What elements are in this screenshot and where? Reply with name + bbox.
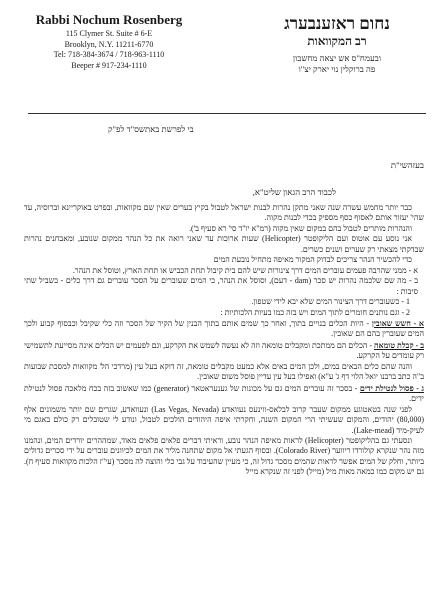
section-netilas-label: ג - פסול לנטילת ידים (359, 383, 424, 393)
section-tumah-continued: והנה שהם כלים הבאים במים, ולכן המים באים אלא כמעט מקבלים טומאה, זה דוקא בעל עין (מרדכי הל' מקוואות למסכת שבועות ב"ה כתב ברבנו יואל הלוי דף ג' ע"א) ואפילו בעל עין עדיין פוסל משום שאובין. (24, 361, 424, 382)
paragraph-rivers-permitted: והנהרות מותרים לטבול בהם במקום שאין מקוה (רמ"א יו"ד סי' רא סעיף ב'). (189, 223, 412, 233)
greeting: לכבוד הרב הגאון שליט"א, (252, 187, 336, 197)
section-shuvin (24, 319, 424, 340)
sub-item-chemicals: 2 - וגם נותנים חומרים לתוך המים ויש בזה כמו בעיות הלכותיות : (220, 307, 410, 317)
paragraph-helicopter: אני נוסע עם אוטוס ועם הליקופטר (Helicopter) שעות ארוכות עד שאני רואה את כל הנהר ממקום שנובע, ומאבחנים נהרות שבדקתי מצאתי רק שערים ושנים כשרים. (24, 234, 424, 254)
beeper-number: Beeper # 917-234-1110 (71, 60, 147, 70)
letterhead-hebrew (252, 14, 422, 75)
section-tumah-text: - הכלים הם ממתכת ומקבלים טומאה וזה לא נעשה לשמש את הקרקע, וגם לפעמים יש הכלים אינה מסייעת לתשמישי רק עומדים על הקרקע. (24, 340, 424, 361)
section-tumah (24, 341, 424, 362)
letter-body (24, 203, 424, 478)
rabbi-name-hebrew: נחום ראזענבערג (284, 14, 390, 33)
letter-date: בי לפרשת באתשס"ד לפ"ק (108, 124, 194, 134)
letterhead-english (34, 12, 184, 71)
list-item-pipes: א - ממני שהרבה פעמים עוברים המים דרך צינורות שיש להם בית קיבול תחת הכביש או תחת הארץ, וטוסל את הנהר. (72, 265, 418, 275)
rabbi-name-english: Rabbi Nochum Rosenberg (35, 12, 183, 27)
hebrew-line-2: פה ברוקלין נוי יארק יצ"ו (298, 64, 376, 74)
section-shuvin-text: - היות הכלים בנויים בתוך, ואחר כך שמים אותם בתוך הבנין של הקיר של הסכר וזה כלי שקיבל וכבסוף קבוע ולכך המים שעוברין בהם הם שאובין. (24, 318, 424, 339)
address-line-1: 115 Clymer St. Suite # 6-E (65, 29, 153, 38)
rabbi-title-hebrew: רב המקוואות (307, 34, 367, 48)
section-netilas (24, 384, 424, 405)
section-tumah-label: ב - קבלת טומאה (373, 340, 424, 350)
address-line-2: Brooklyn, N.Y. 11211-6770 (64, 39, 154, 49)
list-item-dam: ב - מה שם שלכמה נהרות יש סכר (dam - דעם), וסוסל את הנהר, כי המים שעוברים על הסכר עוברים גם דרך כלים - בשביל שתי סיבות : (24, 276, 418, 296)
paragraph-intro: כבר יותר מחמש עשרה שנה שאני מתקן נהרות לבנות ישראל לטבול בקיץ בערים שאין שם מקוואות, ובפרט באוקריינא וברוסיה, עד שהי' יעזור אותם לאסוף כסף מספיק בכדי לבנות מקוה. (24, 203, 424, 223)
paragraph-colorado: ונסעתי גם בהליקופטר (Helicopter) לראות מאיפה הנהר נובע, וראיתי דברים פלאים פלאים מאוד, שמההרים יורדים המים, ונהמנו מזה נהר שנקרא קולורדו ריווער (Colorado River). ובסוף הגעתי אל מקום שתחנה מליר את המים לכיוונים עוברים על ידי סכרים גדולים ביותר, וחלק של המים אפשר לראות שהמים מסכר גדול זה, כי מעיין שהעיבוד על גבי כלי והוצה לה מסכר (עי"ז הלכות מקוואות סעיף ח). גם יש מקום כמו כמאה מאות מיל (מייל) לפני זה שנקרא מייל (24, 435, 424, 477)
paragraph-source-check: כדי להכשיר הנהר צריכים לבדוק המקור מאיפה מתחיל נובעת המים (213, 255, 412, 265)
hebrew-line-1: ובעמח"ס אש יצאה מחשבון (292, 53, 382, 63)
section-shuvin-label: א - חשש שאובין (371, 318, 424, 328)
bsd-heading: בעזהשי"ת (390, 160, 424, 170)
section-netilas-text: - בסכר זה עוברים המים גם על מכונות של גענעראטאר (generator) כמו שאשוב בזה בכח מלאכה פסול לנטילת ידים. (24, 383, 424, 404)
paragraph-las-vegas: לפני שנה בטאטוגע ממקום שעבר קרוב לבלאס-ווינעס נעוואדע (Las Vegas, Nevada) ונעוואדע, שגרים שם יותר משמונים אלף (80,000) יהודים, והמקום שעשיתי הרי המקום השנה, וחקרתי איפה היהודים הולכים לטבול, ונודע לי שטובלים רק כולם באגם מי לעיק-מיד (Lake-mead). (24, 404, 424, 435)
phone-numbers: Tel: 718-384-3674 / 718-963-1110 (53, 50, 165, 59)
letterhead-divider (28, 113, 426, 114)
sub-item-flood: 1 - כשעוברים דרך הצינור המים שלא יבא לידי שטפון. (251, 297, 410, 307)
